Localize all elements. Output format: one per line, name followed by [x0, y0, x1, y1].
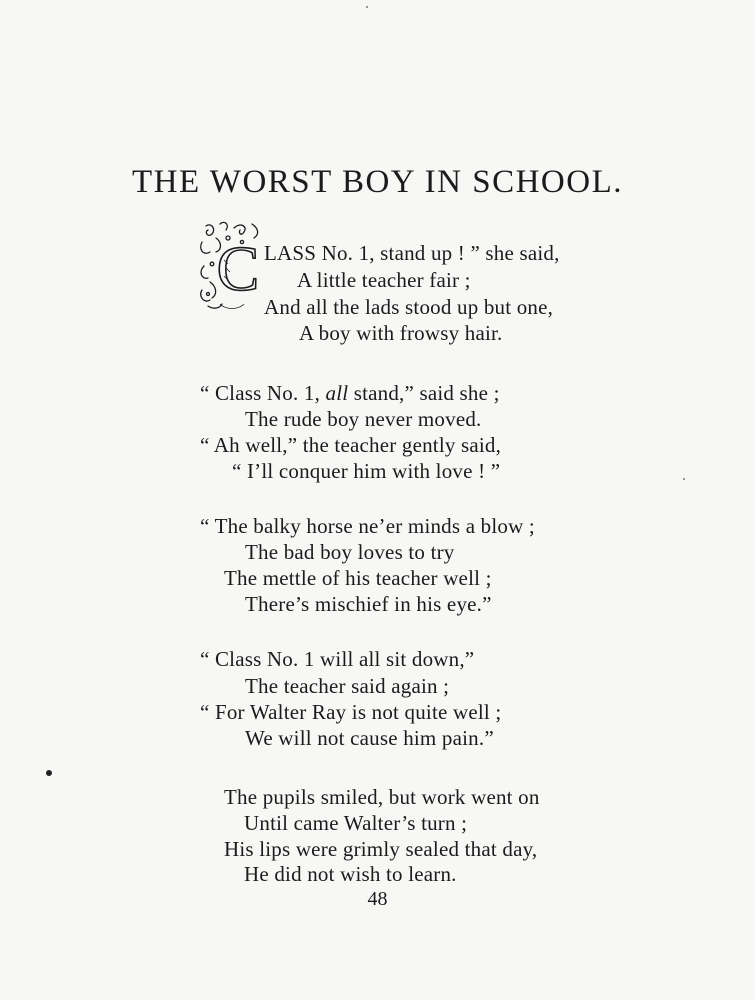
stanza-5-line-3: His lips were grimly sealed that day,: [224, 837, 538, 861]
stanza-2-line-2: The rude boy never moved.: [245, 407, 482, 431]
stanza-4-line-3: “ For Walter Ray is not quite well ;: [200, 700, 502, 724]
poem-title: THE WORST BOY IN SCHOOL.: [132, 164, 623, 200]
stanza-2-line-1-emphasis: all: [325, 381, 349, 405]
dropcap-ornament-icon: [198, 220, 264, 312]
page-number: 48: [367, 888, 388, 910]
stanza-3-line-4: There’s mischief in his eye.”: [245, 592, 492, 616]
ornamental-dropcap: [198, 220, 264, 312]
stanza-5-line-2: Until came Walter’s turn ;: [244, 811, 468, 835]
ink-speck: [683, 478, 685, 480]
stanza-2-line-1-end: stand,” said she ;: [348, 381, 500, 405]
stanza-4-line-2: The teacher said again ;: [245, 674, 450, 698]
stanza-1-line-1: LASS No. 1, stand up ! ” she said,: [264, 241, 560, 265]
stanza-3-line-2: The bad boy loves to try: [245, 540, 455, 564]
stanza-4-line-1: “ Class No. 1 will all sit down,”: [200, 647, 475, 671]
stanza-2-line-1: [200, 380, 500, 406]
stanza-5-line-4: He did not wish to learn.: [244, 862, 457, 886]
stanza-2-line-1-start: “ Class No. 1,: [200, 381, 326, 405]
ink-speck: [46, 770, 52, 776]
stanza-1-line-3: And all the lads stood up but one,: [264, 295, 554, 319]
stanza-4-line-4: We will not cause him pain.”: [245, 726, 494, 750]
stanza-5-line-1: The pupils smiled, but work went on: [224, 785, 540, 809]
stanza-2-line-4: “ I’ll conquer him with love ! ”: [232, 459, 501, 483]
ink-speck: [366, 6, 368, 8]
stanza-1-line-4: A boy with frowsy hair.: [299, 321, 503, 345]
stanza-3-line-1: “ The balky horse ne’er minds a blow ;: [200, 514, 535, 538]
stanza-3-line-3: The mettle of his teacher well ;: [224, 566, 492, 590]
stanza-1-line-2: A little teacher fair ;: [297, 268, 471, 292]
dropcap-letter: C: [216, 233, 260, 304]
stanza-2-line-3: “ Ah well,” the teacher gently said,: [200, 433, 502, 457]
